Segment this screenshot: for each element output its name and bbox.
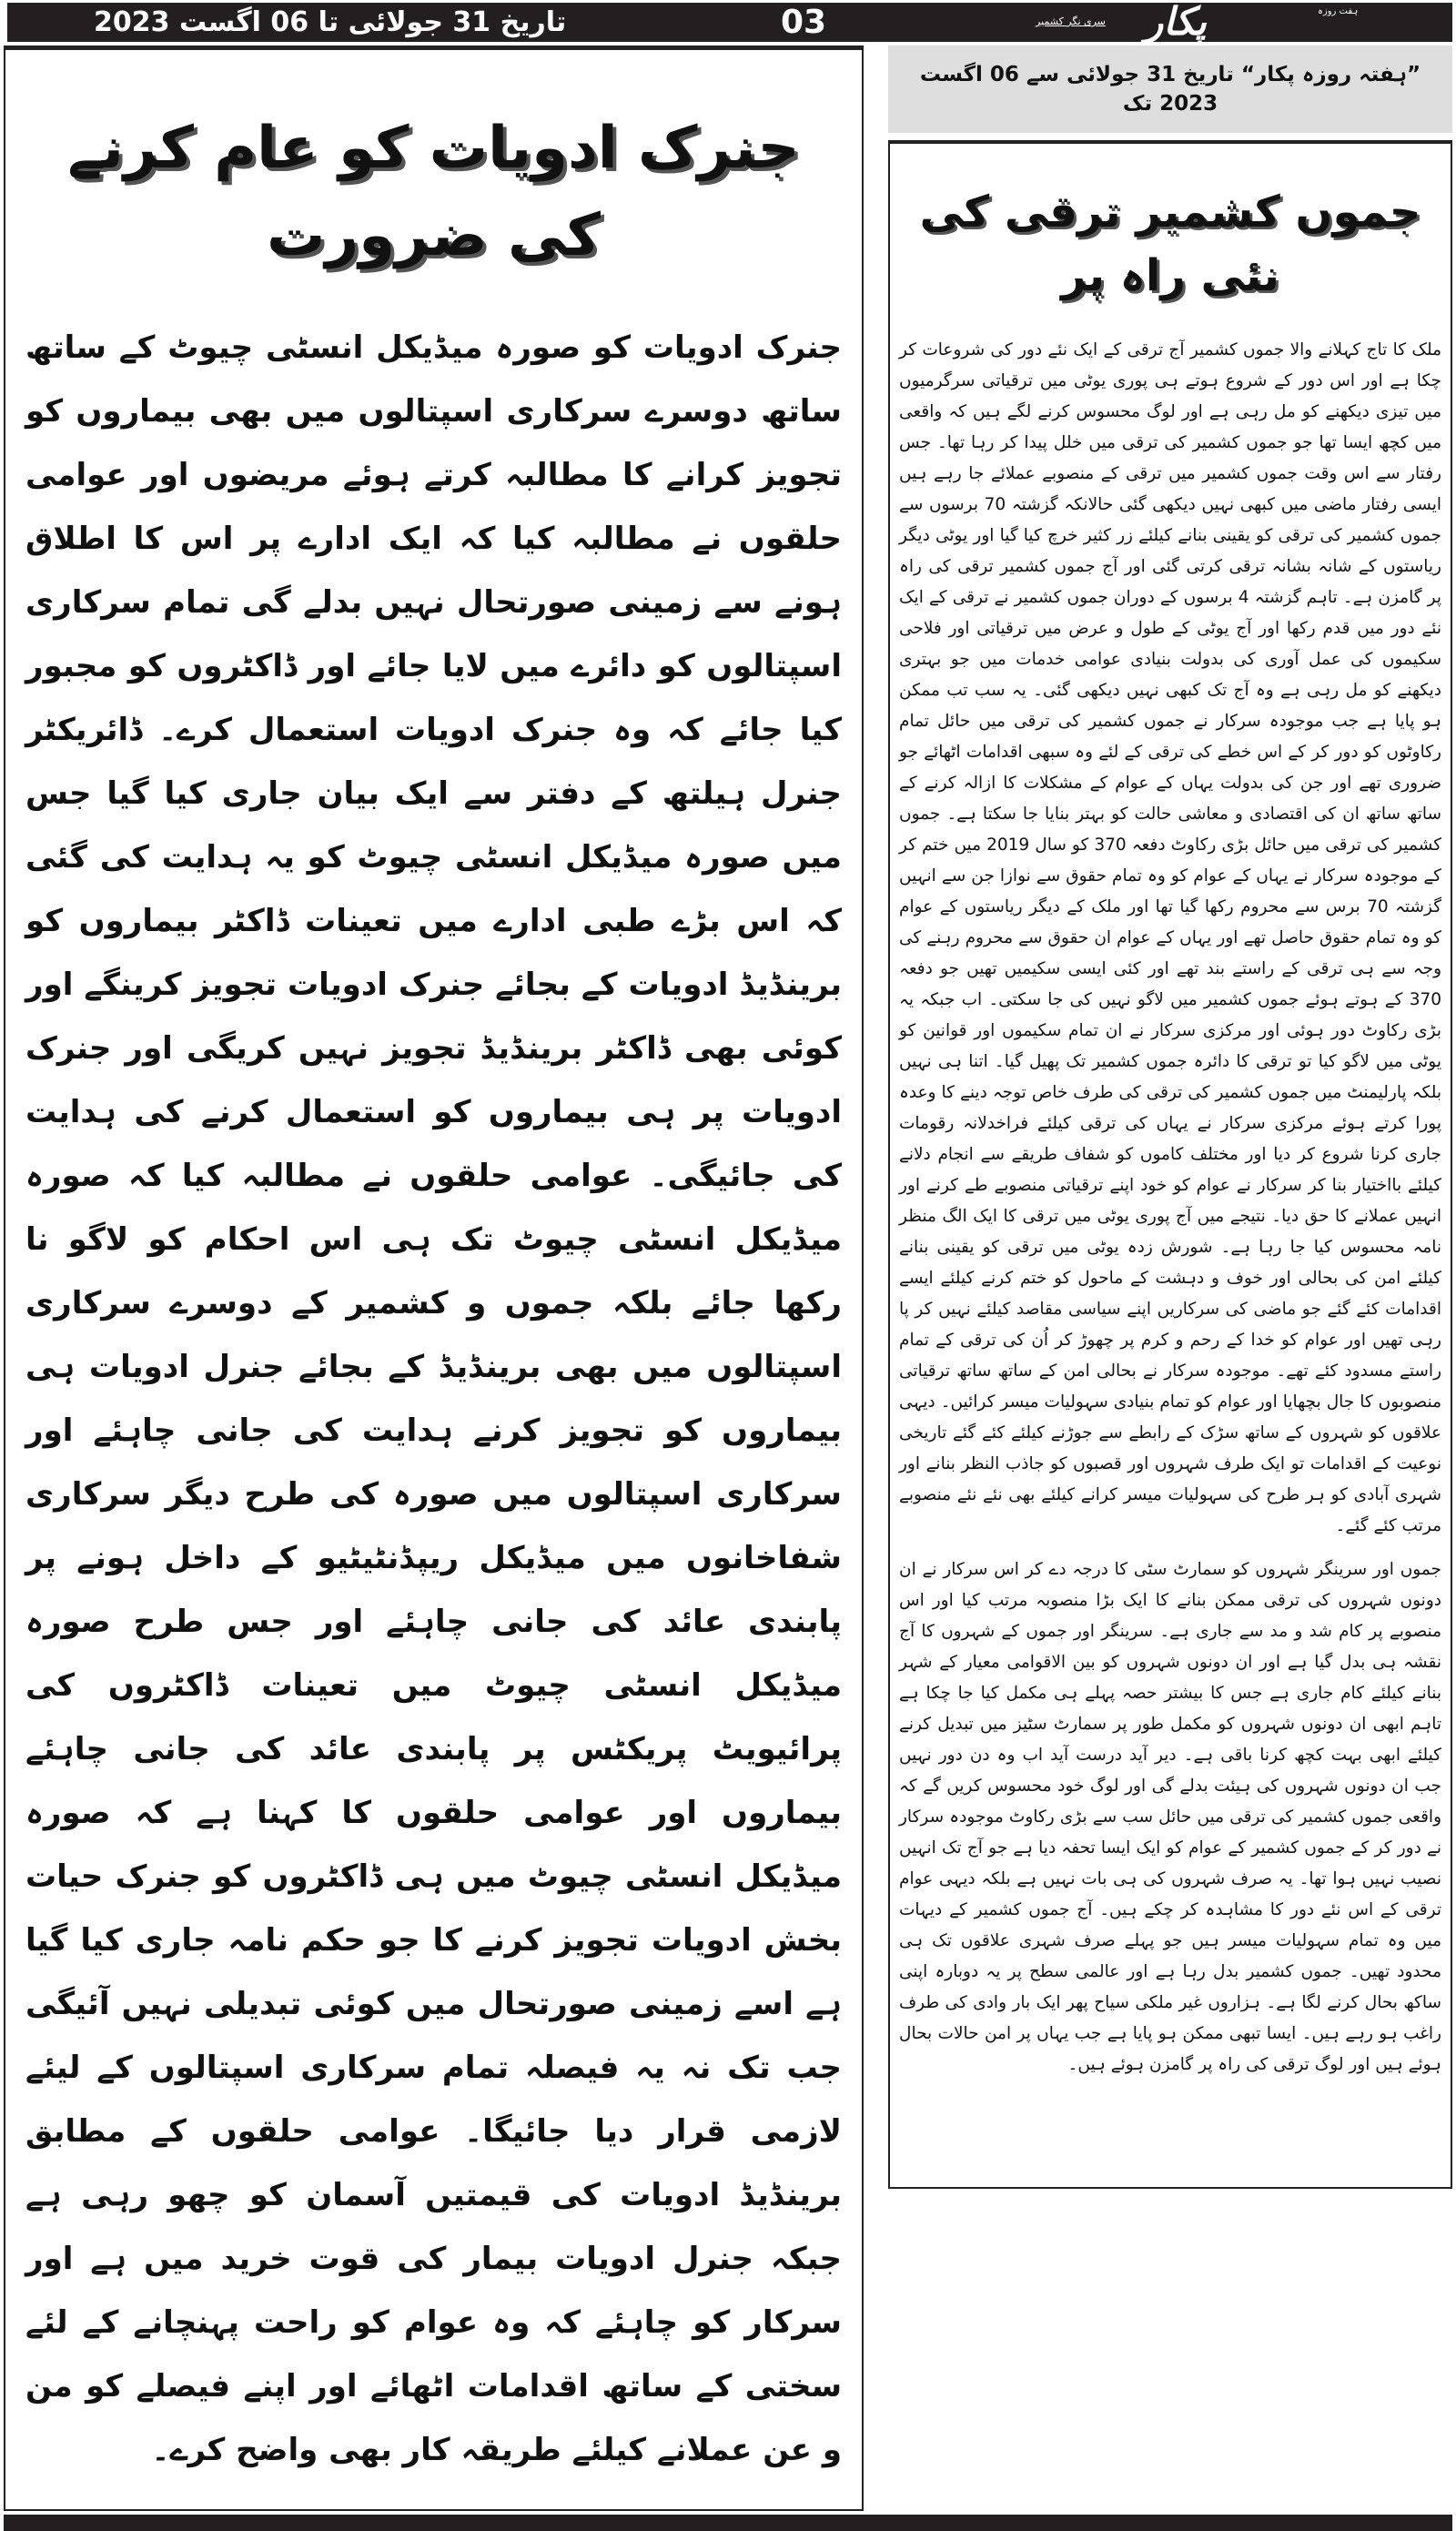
date-banner: ”ہفتہ روزہ پکار“ تاریخ 31 جولائی سے 06 اگست 2023 تک (888, 46, 1452, 133)
publication-type: ہفت روزہ (1318, 6, 1359, 16)
publication-city: سری نگر کشمیر (1036, 15, 1106, 27)
right-article-title: جموں کشمیر ترقی کی نئی راہ پر (919, 187, 1421, 301)
issue-date: تاریخ 31 جولائی تا 06 اگست 2023 (94, 6, 567, 38)
right-article-body (899, 335, 1441, 2080)
right-article (888, 140, 1452, 2189)
page-columns (4, 46, 1452, 2511)
publication-logo: پکار (1145, 0, 1207, 44)
masthead-bar (7, 0, 1452, 44)
footer-bar (4, 2515, 1452, 2531)
page-number: 03 (781, 4, 827, 41)
right-column (888, 46, 1452, 2511)
paragraph: جموں اور سرینگر شہروں کو سمارٹ سٹی کا درجہ دے کر اس سرکار نے ان دونوں شہروں کی ترقی ممکن بنانے کا ایک بڑا منصوبہ مرتب کیا اور اس منصوبے پر کام شد و مد سے جاری ہے۔ سرینگر اور جموں کے شہروں کا آج نقشہ ہی بدل گیا ہے اور ان دونوں شہروں کو بین الاقوامی معیار کے شہر بنانے کیلئے کام جاری ہے جس کا بیشتر حصہ پہلے ہی مکمل کیا جا چکا ہے تاہم ابھی ان دونوں شہروں کو مکمل طور پر سمارٹ سٹیز میں تبدیل کرنے کیلئے ابھی بہت کچھ کرنا باقی ہے۔ دیر آید درست آید اب وہ دن دور نہیں جب ان دونوں شہروں کی ہیئت بدلے گی اور لوگ خود محسوس کریں گے کہ واقعی جموں کشمیر کی ترقی میں حائل سب سے بڑی رکاوٹ موجودہ سرکار نے دور کر کے جموں کشمیر کے عوام کو ایک ایسا تحفہ دیا ہے جو آج تک انہیں نصیب نہیں ہوا تھا۔ یہ صرف شہروں کی ہی بات نہیں ہے بلکہ دیہی عوام ترقی کے اس نئے دور کا مشاہدہ کر چکے ہیں۔ آج جموں کشمیر کے دیہات میں وہ تمام سہولیات میسر ہیں جو پہلے صرف شہری علاقوں تک ہی محدود تھیں۔ جموں کشمیر بدل رہا ہے اور عالمی سطح پر یہ دوبارہ اپنی ساکھ بحال کرنے لگا ہے۔ ہزاروں غیر ملکی سیاح پھر ایک بار وادی کی طرف راغب ہو رہے ہیں۔ ایسا تبھی ممکن ہو پایا ہے جب یہاں پر امن حالات بحال ہوئے ہیں اور لوگ ترقی کی راہ پر گامزن ہوئے ہیں۔ (899, 1560, 1441, 2074)
left-article (4, 46, 864, 2511)
left-article-body: جنرک ادویات کو صورہ میڈیکل انسٹی چیوٹ کے ساتھ ساتھ دوسرے سرکاری اسپتالوں میں بھی بیماروں کو تجویز کرانے کا مطالبہ کرتے ہوئے مریضوں اور عوامی حلقوں نے مطالبہ کیا کہ ایک ادارے پر اس کا اطلاق ہونے سے زمینی صورتحال نہیں بدلے گی تمام سرکاری اسپتالوں کو دائرے میں لایا جائے اور ڈاکٹروں کو مجبور کیا جائے کہ وہ جنرک ادویات استعمال کرے۔ ڈائریکٹر جنرل ہیلتھ کے دفتر سے ایک بیان جاری کیا گیا جس میں صورہ میڈیکل انسٹی چیوٹ کو یہ ہدایت کی گئی کہ اس بڑے طبی ادارے میں تعینات ڈاکٹر بیماروں کو برینڈیڈ ادویات کے بجائے جنرک ادویات تجویز کرینگے اور کوئی بھی ڈاکٹر برینڈیڈ تجویز نہیں کریگی اور جنرک ادویات پر ہی بیماروں کو استعمال کرنے کی ہدایت کی جائیگی۔ عوامی حلقوں نے مطالبہ کیا کہ صورہ میڈیکل انسٹی چیوٹ تک ہی اس احکام کو لاگو نا رکھا جائے بلکہ جموں و کشمیر کے دوسرے سرکاری اسپتالوں میں بھی برینڈیڈ کے بجائے جنرل ادویات ہی بیماروں کو تجویز کرنے ہدایت کی جانی چاہئے اور سرکاری اسپتالوں میں صورہ کی طرح دیگر سرکاری شفاخانوں میں میڈیکل ریپڈنٹیٹیو کے داخل ہونے پر پابندی عائد کی جانی چاہئے اور جس طرح صورہ میڈیکل انسٹی چیوٹ میں تعینات ڈاکٹروں کی پرائیویٹ پریکٹس پر پابندی عائد کی جانی چاہئے بیماروں اور عوامی حلقوں کا کہنا ہے کہ صورہ میڈیکل انسٹی چیوٹ میں ہی ڈاکٹروں کو جنرک حیات بخش ادویات تجویز کرنے کا جو حکم نامہ جاری کیا گیا ہے اسے زمینی صورتحال میں کوئی تبدیلی نہیں آئیگی جب تک نہ یہ فیصلہ تمام سرکاری اسپتالوں کے لیئے لازمی قرار دیا جائیگا۔ عوامی حلقوں کے مطابق برینڈیڈ ادویات کی قیمتیں آسمان کو چھو رہی ہے جبکہ جنرل ادویات بیمار کی قوت خرید میں ہے اور سرکار کو چاہئے کہ وہ عوام کو راحت پہنچانے کے لئے سختی کے ساتھ اقدامات اٹھائے اور اپنے فیصلے کو من و عن عملانے کیلئے طریقہ کار بھی واضح کرے۔ (25, 329, 842, 2468)
left-article-title: جنرک ادویات کو عام کرنے کی ضرورت (67, 115, 800, 269)
paragraph: ملک کا تاج کہلانے والا جموں کشمیر آج ترقی کے ایک نئے دور کی شروعات کر چکا ہے اور اس دور کے شروع ہوتے ہی پوری یوٹی میں ترقیاتی سرگرمیوں میں تیزی دیکھنے کو مل رہی ہے اور لوگ محسوس کرنے لگے ہیں کہ واقعی میں کچھ ایسا تھا جو جموں کشمیر کی ترقی میں خلل پیدا کر رہا تھا۔ جس رفتار سے اس وقت جموں کشمیر میں ترقی کے منصوبے عملائے جا رہے ہیں ایسی رفتار ماضی میں کبھی نہیں دیکھی گئی حالانکہ گزشتہ 70 برسوں سے جموں کشمیر کی ترقی کو یقینی بنانے کیلئے زر کثیر خرچ کیا گیا اور یوٹی دیگر ریاستوں کے شانہ بشانہ ترقی کرتی گئی اور آج جموں کشمیر ترقی کی راہ پر گامزن ہے۔ تاہم گزشتہ 4 برسوں کے دوران جموں کشمیر نے ترقی کے ایک نئے دور میں قدم رکھا اور آج یوٹی کے طول و عرض میں ترقیاتی اور فلاحی سکیموں کی عمل آوری کی بدولت بنیادی عوامی خدمات میں جو بہتری دیکھنے کو مل رہی ہے وہ آج تک کبھی نہیں دیکھی گئی۔ یہ سب تب ممکن ہو پایا ہے جب موجودہ سرکار نے جموں کشمیر کی ترقی میں حائل تمام رکاوٹوں کو دور کر کے اس خطے کی ترقی کے لئے وہ سبھی اقدامات اٹھائے جو ضروری تھے اور جن کی بدولت یہاں کے عوام کے مشکلات کا ازالہ کرنے کے ساتھ ساتھ ان کی اقتصادی و معاشی حالت کو بہتر بنایا جا سکتا ہے۔ جموں کشمیر کی ترقی میں حائل بڑی رکاوٹ دفعہ 370 کو سال 2019 میں ختم کر کے موجودہ سرکار نے یہاں کے عوام کو وہ تمام حقوق سے نوازا جن سے انہیں گزشتہ 70 برس سے محروم رکھا گیا تھا اور ملک کے دیگر ریاستوں کے عوام کو وہ تمام حقوق حاصل تھے اور یہاں کے عوام ان حقوق سے محروم رہنے کی وجہ سے ہی ترقی کے راستے بند تھے اور کئی ایسی سکیمیں تھیں جو دفعہ 370 کے ہوتے ہوئے جموں کشمیر میں لاگو نہیں کی جا سکتی۔ اب جبکہ یہ بڑی رکاوٹ دور ہوئی اور مرکزی سرکار نے ان تمام سکیموں اور قوانین کو یوٹی میں لاگو کیا تو ترقی کا دائرہ جموں کشمیر تک پھیل گیا۔ اتنا ہی نہیں بلکہ پارلیمنٹ میں جموں کشمیر کی ترقی کی طرف خاص توجہ دینے کا وعدہ پورا کرتے ہوئے مرکزی سرکار نے یہاں کی ترقی کیلئے فراخدلانہ رقومات جاری کرنا شروع کر دیا اور مختلف کاموں کو شفاف طریقے سے انجام دلانے کیلئے بااختیار بنا کر سرکار نے عوام کو خود اپنے ترقیاتی منصوبے طے کرنے اور انہیں عملانے کا حق دیا۔ نتیجے میں آج پوری یوٹی میں ترقی کا ایک الگ منظر نامہ محسوس کیا جا رہا ہے۔ شورش زدہ یوٹی میں ترقی کو یقینی بنانے کیلئے امن کی بحالی اور خوف و دہشت کے ماحول کو ختم کرنے کیلئے ایسے اقدامات کئے گئے جو ماضی کی سرکاریں اپنے سیاسی مقاصد کیلئے نہیں کر پا رہی تھیں اور عوام کو خدا کے رحم و کرم پر چھوڑ کر اُن کی ترقی کے تمام راستے مسدود کئے تھے۔ موجودہ سرکار نے بحالی امن کے ساتھ ساتھ ترقیاتی منصوبوں کا جال بچھایا اور عوام کو تمام بنیادی سہولیات میسر کرائیں۔ دیہی علاقوں کو شہروں کے ساتھ سڑک کے رابطے سے جوڑنے کیلئے کئے گئے تاریخی نوعیت کے اقدامات تو ایک طرف شہروں اور قصبوں کو جاذب النظر بنانے اور شہری آبادی کو ہر طرح کی سہولیات میسر کرانے کیلئے بھی نئے نئے منصوبے مرتب کئے گئے۔ (899, 340, 1442, 1535)
